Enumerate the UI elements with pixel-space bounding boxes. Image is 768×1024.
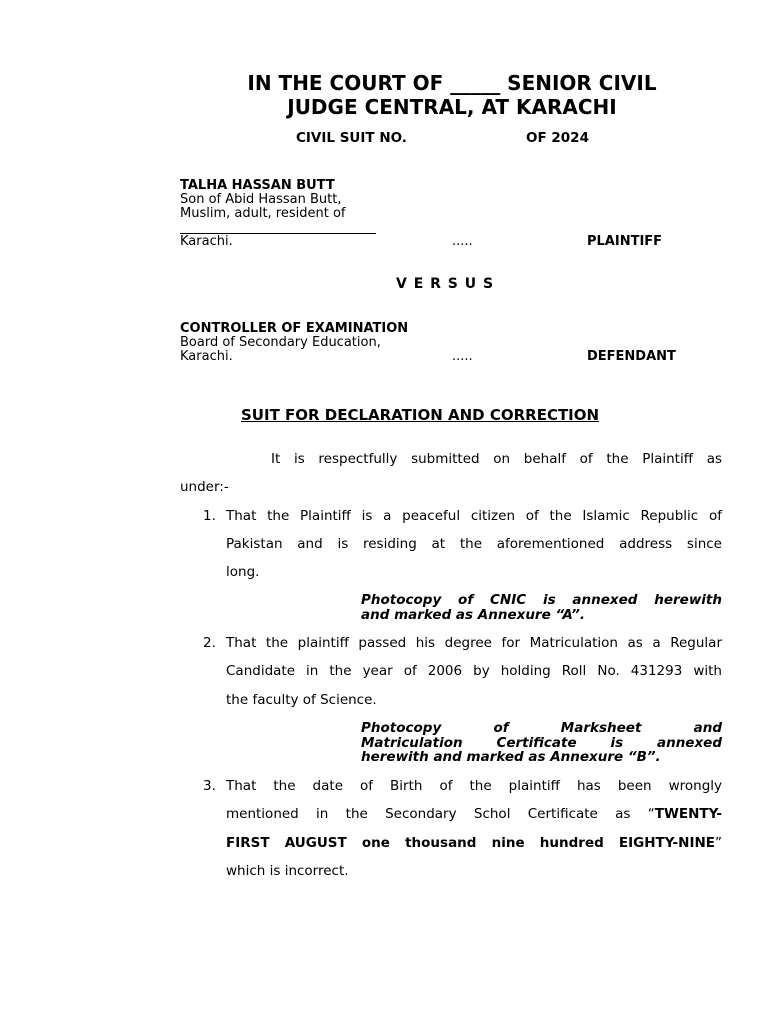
defendant-role: DEFENDANT — [587, 349, 676, 364]
defendant-board: Board of Secondary Education, — [180, 335, 381, 350]
dob-words: FIRST AUGUST one thousand nine hundred EIGHTY-NINE — [226, 835, 715, 851]
annexure-a-line-2: and marked as Annexure “A”. — [361, 606, 585, 623]
defendant-city: Karachi. — [180, 349, 233, 364]
court-title-line-1: IN THE COURT OF _____ SENIOR CIVIL — [247, 71, 657, 95]
suit-heading: SUIT FOR DECLARATION AND CORRECTION — [241, 406, 600, 424]
plaintiff-dots: ..... — [452, 234, 473, 249]
dob-words-start: TWENTY- — [654, 806, 722, 822]
paragraph-1-number: 1. — [203, 508, 216, 524]
plaintiff-city: Karachi. — [180, 234, 233, 249]
civil-suit-year: OF 2024 — [526, 130, 589, 146]
paragraph-3-line-4: which is incorrect. — [226, 863, 349, 879]
annexure-a-note — [361, 593, 722, 622]
paragraph-2-line-3: the faculty of Science. — [226, 692, 377, 708]
paragraph-3-line-2 — [226, 806, 722, 822]
plaintiff-parentage: Son of Abid Hassan Butt, — [180, 192, 342, 207]
paragraph-3-line-2-text: mentioned in the Secondary Schol Certificate as “ — [226, 806, 655, 822]
paragraph-3-line-1: That the date of Birth of the plaintiff has been wrongly — [226, 778, 722, 794]
paragraph-3-line-3 — [226, 835, 722, 851]
plaintiff-description: Muslim, adult, resident of — [180, 206, 346, 221]
paragraph-2-line-2: Candidate in the year of 2006 by holding Roll No. 431293 with — [226, 663, 722, 679]
annexure-a-line-1: Photocopy of CNIC is annexed herewith — [361, 592, 722, 608]
paragraph-1-line-3: long. — [226, 564, 260, 580]
paragraph-3-number: 3. — [203, 778, 216, 794]
paragraph-1-line-2: Pakistan and is residing at the aforementioned address since — [226, 536, 722, 552]
annexure-b-note — [361, 721, 722, 765]
plaintiff-role: PLAINTIFF — [587, 234, 663, 249]
court-title-line-2: JUDGE CENTRAL, AT KARACHI — [287, 95, 617, 119]
versus-label: V E R S U S — [396, 276, 495, 292]
annexure-b-line-2: Matriculation Certificate is annexed — [361, 734, 722, 751]
paragraph-2-number: 2. — [203, 635, 216, 651]
dob-close-quote: ” — [715, 835, 722, 851]
address-blank-line — [180, 222, 376, 234]
annexure-b-line-1: Photocopy of Marksheet and — [361, 720, 722, 736]
defendant-dots: ..... — [452, 349, 473, 364]
defendant-name: CONTROLLER OF EXAMINATION — [180, 321, 409, 336]
annexure-b-line-3: herewith and marked as Annexure “B”. — [361, 749, 661, 765]
intro-line-1: It is respectfully submitted on behalf of the Plaintiff as — [271, 451, 722, 467]
intro-line-2: under:- — [180, 479, 229, 495]
paragraph-2-line-1: That the plaintiff passed his degree for Matriculation as a Regular — [226, 635, 722, 651]
civil-suit-label: CIVIL SUIT NO. — [296, 130, 407, 146]
paragraph-1-line-1: That the Plaintiff is a peaceful citizen of the Islamic Republic of — [226, 508, 722, 524]
plaintiff-name: TALHA HASSAN BUTT — [180, 178, 335, 193]
